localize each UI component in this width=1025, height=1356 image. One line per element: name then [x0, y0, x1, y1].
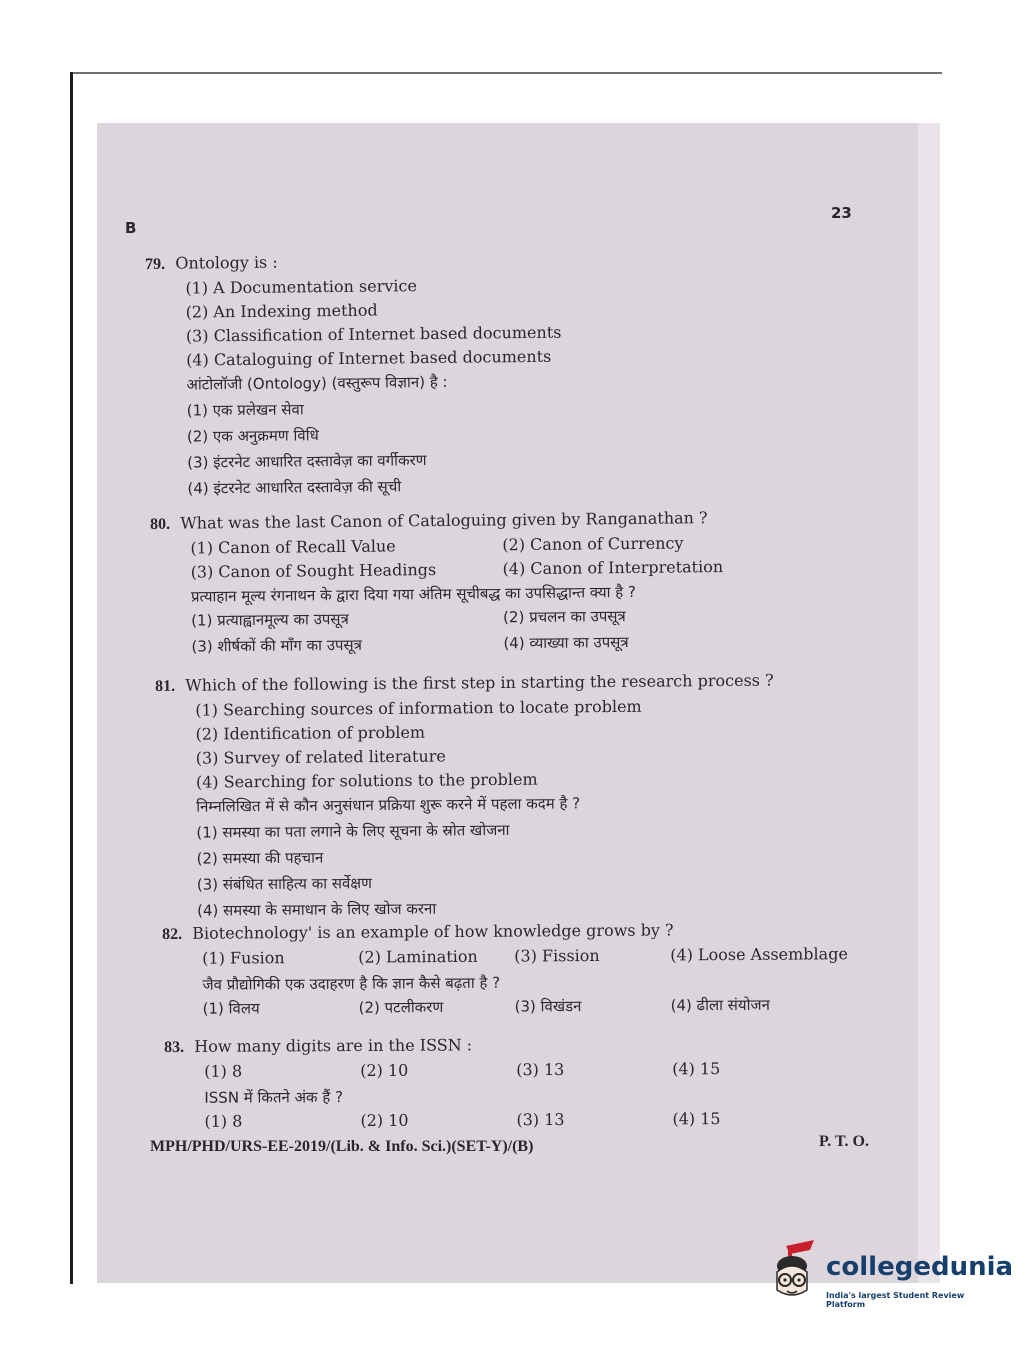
option-hindi: (1) विलय: [202, 999, 260, 1018]
option-english: (4) 15: [672, 1059, 721, 1079]
option-hindi: (2) 10: [360, 1110, 409, 1130]
option-english: (3) Fission: [514, 945, 600, 966]
option-english: (2) Canon of Currency: [502, 533, 684, 555]
option-hindi: (1) 8: [204, 1111, 243, 1131]
option-english: (2) Identification of problem: [195, 722, 426, 744]
option-hindi: (3) संबंधित साहित्य का सर्वेक्षण: [196, 874, 373, 894]
option-hindi: (1) प्रत्याह्वानमूल्य का उपसूत्र: [191, 609, 349, 630]
pto-label: P. T. O.: [819, 1133, 869, 1150]
question-text-english: Biotechnology' is an example of how knowledge grows by ?: [192, 920, 674, 943]
option-english: (3) Canon of Sought Headings: [190, 560, 437, 582]
question-text-hindi: जैव प्रौद्योगिकी एक उदाहरण है कि ज्ञान कैसे बढ़ता है ?: [202, 973, 501, 994]
question-number: 79.: [145, 255, 166, 273]
option-english: (4) Loose Assemblage: [670, 944, 848, 965]
option-hindi: (3) इंटरनेट आधारित दस्तावेज़ का वर्गीकरण: [187, 451, 427, 472]
option-hindi: (4) व्याख्या का उपसूत्र: [503, 632, 629, 653]
question-number: 81.: [155, 677, 176, 695]
question-81: [155, 669, 776, 923]
option-hindi: (2) पटलीकरण: [358, 998, 444, 1017]
question-text-english: How many digits are in the ISSN :: [194, 1035, 473, 1056]
page-edge-top: [72, 72, 942, 74]
paper-code: MPH/PHD/URS-EE-2019/(Lib. & Info. Sci.)(SET-Y)/(B): [150, 1138, 534, 1155]
option-english: (1) Canon of Recall Value: [190, 536, 396, 558]
question-text-hindi: प्रत्याहान मूल्य रंगनाथन के द्वारा दिया गया अंतिम सूचीबद्ध का उपसिद्धान्त क्या है ?: [190, 582, 637, 606]
option-english: (1) Searching sources of information to locate problem: [195, 696, 642, 720]
collegedunia-watermark: [766, 1238, 1014, 1318]
option-hindi: (4) ढीला संयोजन: [670, 995, 771, 1015]
question-79: [145, 248, 563, 501]
question-number: 82.: [162, 925, 183, 943]
option-hindi: (1) समस्या का पता लगाने के लिए सूचना के स्रोत खोजना: [196, 820, 510, 842]
page-number: 23: [831, 204, 852, 222]
option-hindi: (4) समस्या के समाधान के लिए खोज करना: [196, 899, 437, 920]
question-82: [162, 918, 848, 1025]
question-text-english: Ontology is :: [175, 252, 278, 273]
option-english: (3) Classification of Internet based documents: [185, 322, 562, 346]
option-hindi: (1) एक प्रलेखन सेवा: [186, 400, 304, 420]
option-english: (4) Cataloguing of Internet based documents: [186, 346, 552, 370]
option-hindi: (4) 15: [672, 1109, 721, 1129]
brand-name: collegedunia: [826, 1252, 1014, 1282]
sheet-shadow: [918, 123, 940, 1283]
option-english: (1) A Documentation service: [185, 276, 417, 298]
question-text-hindi: आंटोलॉजी (Ontology) (वस्तुरूप विज्ञान) है :: [186, 372, 448, 394]
option-hindi: (2) प्रचलन का उपसूत्र: [503, 607, 626, 627]
option-hindi: (4) इंटरनेट आधारित दस्तावेज़ की सूची: [187, 477, 402, 498]
option-english: (4) Canon of Interpretation: [502, 557, 724, 579]
option-english: (2) Lamination: [358, 946, 478, 967]
page-edge-left: [70, 72, 73, 1284]
question-text-hindi: निम्नलिखित में से कौन अनुसंधान प्रक्रिया शुरू करने में पहला कदम है ?: [196, 794, 581, 816]
question-text-english: What was the last Canon of Cataloguing given by Ranganathan ?: [180, 508, 708, 533]
option-hindi: (3) 13: [516, 1109, 565, 1130]
option-hindi: (2) एक अनुक्रमण विधि: [186, 426, 319, 446]
option-english: (2) An Indexing method: [185, 300, 378, 322]
option-hindi: (3) विखंडन: [514, 997, 582, 1016]
option-english: (4) Searching for solutions to the problem: [195, 769, 538, 792]
question-83: [164, 1033, 721, 1136]
question-80: [150, 506, 724, 661]
option-english: (3) 13: [516, 1059, 565, 1080]
mascot-logo-icon: [766, 1238, 822, 1308]
option-hindi: (3) शीर्षकों की माँग का उपसूत्र: [191, 635, 363, 656]
option-hindi: (2) समस्या की पहचान: [196, 848, 324, 868]
question-number: 80.: [150, 515, 171, 533]
option-english: (1) 8: [204, 1061, 243, 1081]
option-english: (1) Fusion: [202, 948, 285, 968]
set-letter: B: [125, 219, 137, 237]
question-number: 83.: [164, 1038, 185, 1056]
brand-tagline: India's largest Student Review Platform: [826, 1291, 965, 1309]
option-english: (2) 10: [360, 1060, 409, 1080]
question-text-hindi: ISSN में कितने अंक हैं ?: [204, 1088, 344, 1107]
question-text-english: Which of the following is the first step in starting the research process ?: [185, 670, 774, 695]
option-english: (3) Survey of related literature: [195, 746, 446, 768]
